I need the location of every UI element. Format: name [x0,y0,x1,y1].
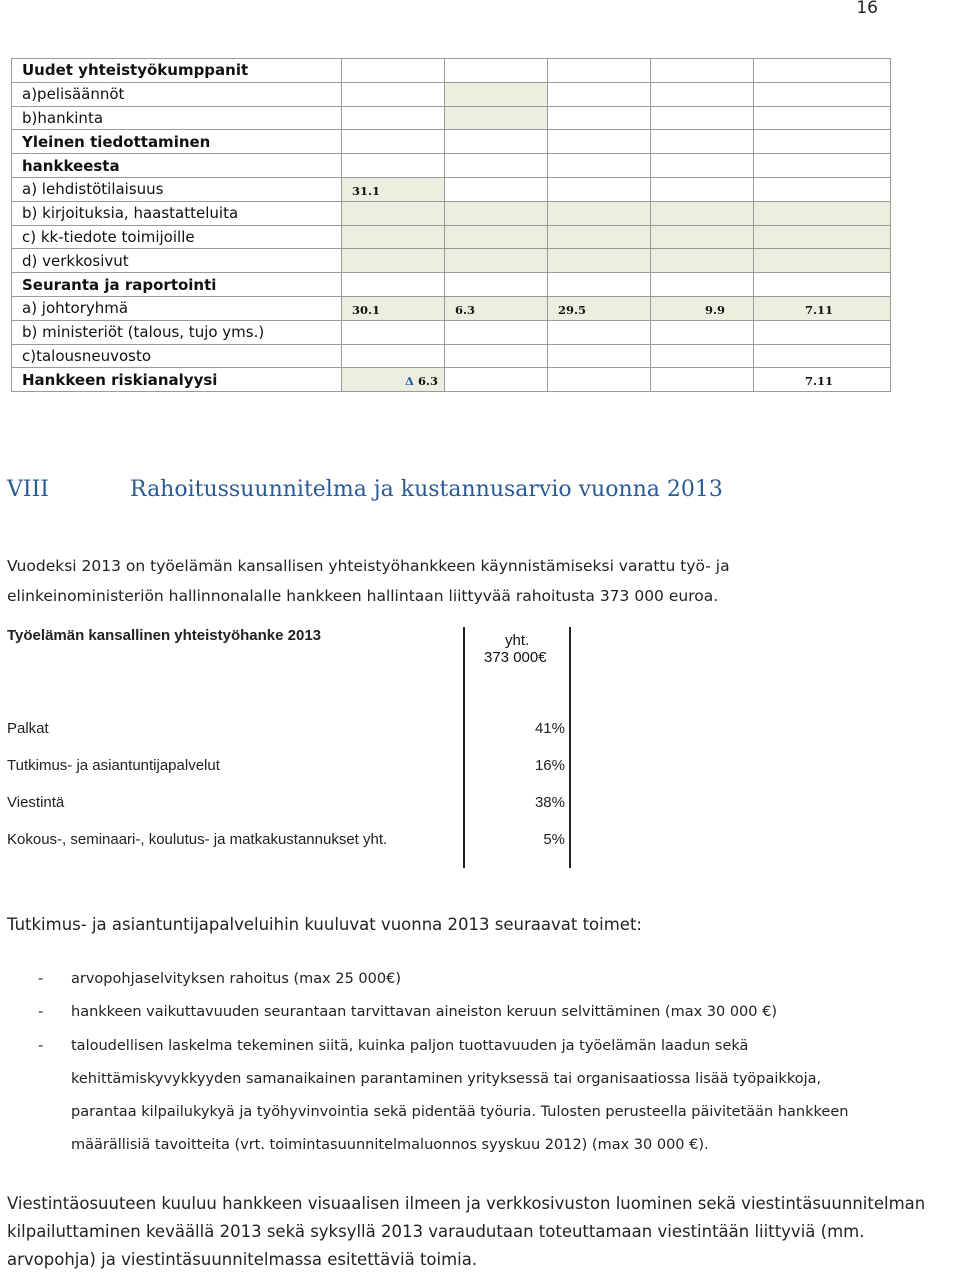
services-list [38,963,848,1163]
schedule-row-label: b) kirjoituksia, haastatteluita [12,201,342,225]
list-item: - hankkeen vaikuttavuuden seurantaan tarvittavan aineiston keruun selvittäminen (max 30 000 €) [38,996,848,1029]
budget-row-label: Tutkimus- ja asiantuntijapalvelut [7,757,220,774]
bullet-dash: - [38,1004,44,1021]
timeline-cell [754,368,891,392]
list-item-continuation: kehittämiskyvykkyyden samanaikainen parantaminen yrityksessä tai organisaatiossa lisää työpaikkoja, [71,1070,822,1087]
intro-paragraph-line: Vuodeksi 2013 on työelämän kansallisen yhteistyöhankkeen käynnistämiseksi varattu työ- ja [7,557,730,575]
schedule-row-label: Hankkeen riskianalyysi [12,368,342,392]
schedule-row [12,201,891,225]
schedule-row-label: Yleinen tiedottaminen [12,130,342,154]
timeline-cell [342,296,445,320]
schedule-row [12,177,891,201]
schedule-row [12,130,891,154]
schedule-row-label: a)pelisäännöt [12,82,342,106]
schedule-row [12,106,891,130]
section-number: VIII [7,477,49,502]
milestone-date: 9.9 [705,302,726,317]
schedule-row [12,296,891,320]
schedule-row-label: Uudet yhteistyökumppanit [12,59,342,83]
budget-divider-right [569,627,571,868]
intro-paragraph-line: elinkeinoministeriön hallinnonalalle hankkeen hallintaan liittyvää rahoitusta 373 000 euroa. [7,587,719,605]
budget-row-label: Viestintä [7,794,65,811]
schedule-row [12,368,891,392]
schedule-table [11,58,891,392]
timeline-cell [754,296,891,320]
schedule-row-label: hankkeesta [12,154,342,178]
milestone-date: 31.1 [352,183,381,198]
schedule-row-label: b)hankinta [12,106,342,130]
page-number: 16 [856,0,878,18]
closing-paragraph: Viestintäosuuteen kuuluu hankkeen visuaalisen ilmeen ja verkkosivuston luominen sekä viestintäsuunnitelman kilpailuttaminen keväällä 2013 sekä syksyllä 2013 varaudutaan toteuttamaan viestintään liittyviä (mm. arvopohja) ja viestintäsuunnitelmassa esitettäviä toimia. [7,1194,926,1269]
timeline-cell [445,296,548,320]
budget-row-pct: 5% [543,831,565,848]
schedule-row [12,249,891,273]
list-item-continuation: määrällisiä tavoitteita (vrt. toimintasuunnitelmaluonnos syyskuu 2012) (max 30 000 €). [71,1137,709,1154]
schedule-row [12,273,891,297]
milestone-date: 6.3 [455,302,476,317]
section-title: Rahoitussuunnitelma ja kustannusarvio vuonna 2013 [130,477,723,502]
milestone-date: 7.11 [805,374,834,389]
timeline-cell [342,177,445,201]
timeline-cell [342,368,445,392]
schedule-row-label: Seuranta ja raportointi [12,273,342,297]
schedule-row [12,154,891,178]
budget-title: Työelämän kansallinen yhteistyöhanke 2013 [7,627,322,644]
budget-row-pct: 38% [534,794,565,811]
schedule-row [12,344,891,368]
risk-delta-icon: Δ [405,374,414,389]
bullet-dash: - [38,971,44,987]
schedule-row-label: d) verkkosivut [12,249,342,273]
milestone-date: 6.3 [418,374,439,389]
timeline-cell [548,296,651,320]
budget-divider-left [463,627,465,868]
milestone-date: 29.5 [558,302,587,317]
budget-row-pct: 41% [534,720,565,737]
budget-total-value: 373 000€ [484,649,547,666]
schedule-row-label: a) lehdistötilaisuus [12,177,342,201]
bullet-dash: - [38,1037,44,1054]
list-item: - taloudellisen laskelma tekeminen siitä, kuinka paljon tuottavuuden ja työelämän laadun sekä [38,1030,848,1063]
milestone-date: 7.11 [805,302,834,317]
schedule-row-label: b) ministeriöt (talous, tujo yms.) [12,320,342,344]
list-item-continuation: parantaa kilpailukykyä ja työhyvinvointia sekä pidentää työuria. Tulosten perusteella päivitetään hankkeen [71,1104,849,1121]
schedule-row [12,225,891,249]
milestone-date: 30.1 [352,302,381,317]
services-intro: Tutkimus- ja asiantuntijapalveluihin kuuluvat vuonna 2013 seuraavat toimet: [7,915,642,934]
budget-row-pct: 16% [534,757,565,774]
schedule-row [12,59,891,83]
list-item: - arvopohjaselvityksen rahoitus (max 25 000€) [38,963,848,996]
budget-total-label: yht. [505,632,530,649]
budget-row-label: Palkat [7,720,49,737]
schedule-row-label: c)talousneuvosto [12,344,342,368]
schedule-row-label: a) johtoryhmä [12,296,342,320]
budget-row-label: Kokous-, seminaari-, koulutus- ja matkakustannukset yht. [7,831,388,848]
schedule-row [12,82,891,106]
schedule-row-label: c) kk-tiedote toimijoille [12,225,342,249]
schedule-row [12,320,891,344]
timeline-cell [651,296,754,320]
